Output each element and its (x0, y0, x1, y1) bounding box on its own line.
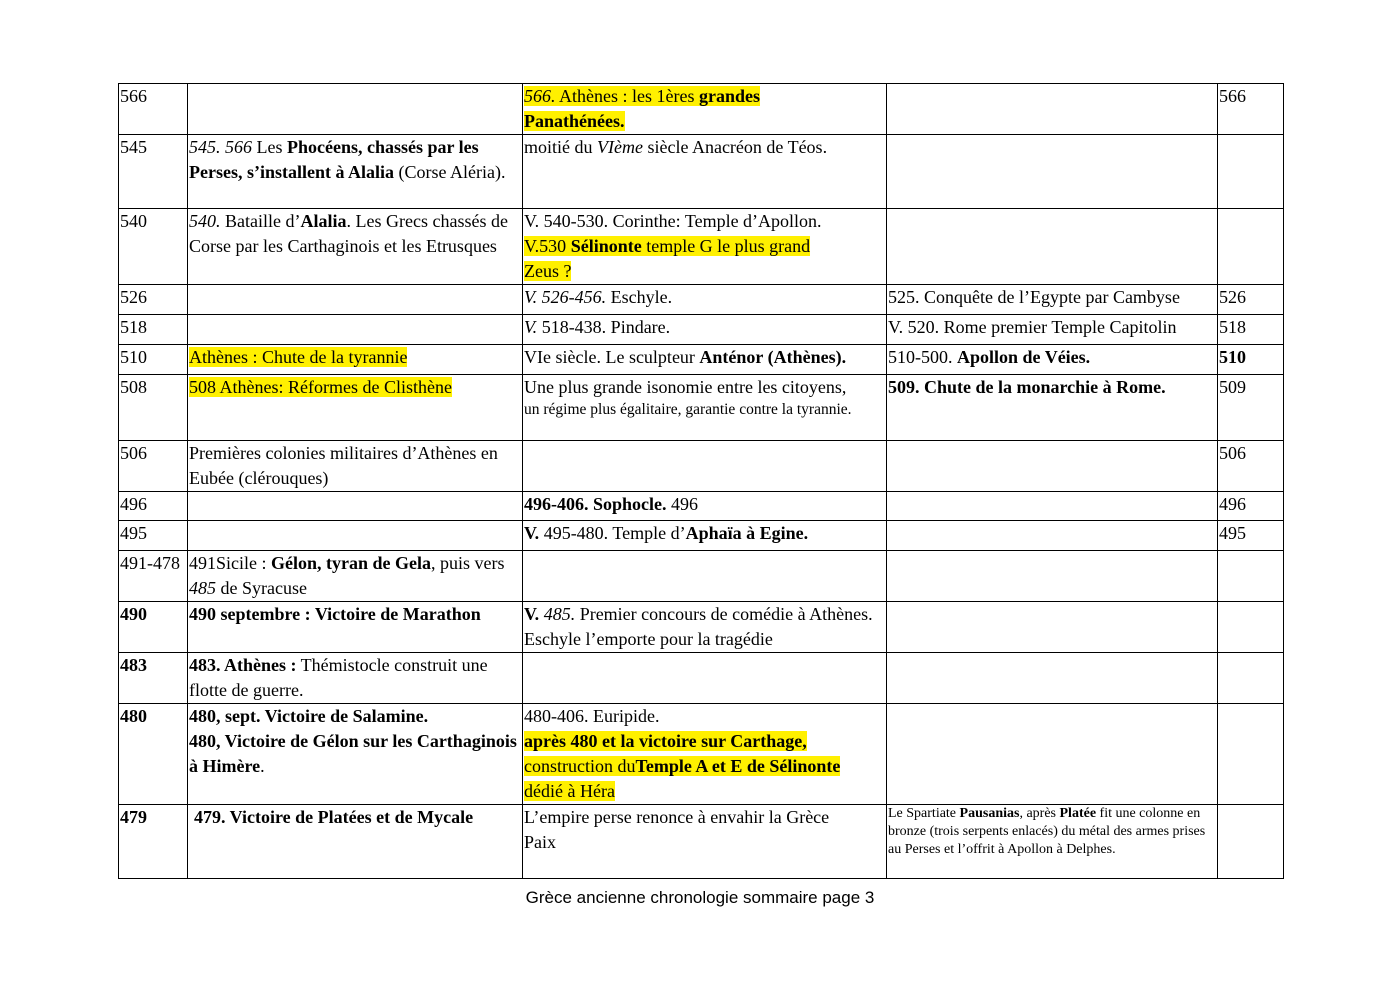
world-cell (887, 551, 1218, 602)
page-footer: Grèce ancienne chronologie sommaire page 3 (525, 888, 875, 907)
table-row (119, 551, 1284, 602)
date-cell (119, 602, 188, 653)
events-cell (188, 521, 523, 551)
cell-text: Thémistocle construit une flotte de guerre. (189, 655, 488, 700)
date-right-cell (1218, 345, 1284, 375)
culture-cell (523, 602, 887, 653)
world-cell (887, 375, 1218, 441)
table-row (119, 492, 1284, 521)
date-cell (119, 84, 188, 135)
culture-cell (523, 441, 887, 492)
date-right-cell (1218, 375, 1284, 441)
cell-text: Pausanias (959, 806, 1020, 821)
events-cell (188, 345, 523, 375)
date-cell (119, 551, 188, 602)
events-cell (188, 805, 523, 879)
cell-text: . Les Grecs chassés de Corse par les Carthaginois et les Etrusques (189, 211, 508, 256)
cell-text: Une plus grande isonomie entre les citoyens, (524, 377, 847, 397)
culture-cell (523, 492, 887, 521)
date-right-cell (1218, 704, 1284, 805)
cell-text: V. (524, 317, 538, 337)
cell-text: V. 520. Rome premier Temple Capitolin (888, 317, 1177, 337)
date-right-cell (1218, 209, 1284, 285)
events-cell (188, 315, 523, 345)
cell-text: 479. Victoire de Platées et de Mycale (194, 807, 474, 827)
table-row (119, 805, 1284, 879)
cell-text: 545. 566 (189, 137, 252, 157)
cell-text: 510 (1219, 347, 1246, 367)
date-cell (119, 209, 188, 285)
cell-text: Anténor (Athènes). (699, 347, 847, 367)
culture-cell (523, 551, 887, 602)
culture-cell (523, 805, 887, 879)
world-cell (887, 209, 1218, 285)
culture-cell (523, 521, 887, 551)
cell-text: Alalia (300, 211, 347, 231)
date-cell (119, 285, 188, 315)
cell-text: Athènes : Chute de la tyrannie (189, 347, 408, 367)
table-row (119, 375, 1284, 441)
events-cell (188, 704, 523, 805)
culture-cell (523, 375, 887, 441)
cell-text: Premier concours de comédie à Athènes. Eschyle l’emporte pour la tragédie (524, 604, 873, 649)
cell-text: 508 (120, 377, 147, 397)
culture-cell (523, 345, 887, 375)
events-cell (188, 551, 523, 602)
table-row (119, 345, 1284, 375)
table-row (119, 285, 1284, 315)
date-right-cell (1218, 521, 1284, 551)
cell-text: temple G le plus grand (641, 236, 811, 256)
cell-text: 508 Athènes: Réformes de Clisthène (189, 377, 452, 397)
cell-text: 566 (120, 86, 147, 106)
cell-text: 480-406. Euripide. (524, 706, 660, 726)
date-cell (119, 805, 188, 879)
cell-text: 526 (1219, 287, 1246, 307)
date-cell (119, 653, 188, 704)
cell-text: 509 (1219, 377, 1246, 397)
date-right-cell (1218, 315, 1284, 345)
date-right-cell (1218, 602, 1284, 653)
events-cell (188, 441, 523, 492)
cell-text: 509. Chute de la monarchie à Rome. (888, 377, 1166, 397)
events-cell (188, 285, 523, 315)
date-right-cell (1218, 551, 1284, 602)
table-row (119, 521, 1284, 551)
cell-text: 479 (120, 807, 147, 827)
cell-text: Les (252, 137, 287, 157)
world-cell (887, 805, 1218, 879)
cell-text: 510 (120, 347, 147, 367)
cell-text: 495 (120, 523, 147, 543)
cell-text: 485. (543, 604, 576, 624)
cell-text: Apollon de Véies. (957, 347, 1091, 367)
cell-text: Platée (1059, 806, 1097, 821)
cell-text: V. 526-456. (524, 287, 607, 307)
cell-text: 506 (120, 443, 147, 463)
cell-text: 496 (120, 494, 147, 514)
cell-text: VIe siècle. Le sculpteur (524, 347, 700, 367)
date-right-cell (1218, 84, 1284, 135)
date-cell (119, 441, 188, 492)
cell-text: un régime plus égalitaire, garantie contre la tyrannie. (524, 401, 852, 418)
world-cell (887, 602, 1218, 653)
table-row (119, 441, 1284, 492)
cell-text: 510-500. (888, 347, 957, 367)
cell-text: , puis vers (431, 553, 505, 573)
world-cell (887, 285, 1218, 315)
cell-text: 496 (1219, 494, 1246, 514)
cell-text: Paix (524, 832, 557, 852)
table-row (119, 653, 1284, 704)
events-cell (188, 492, 523, 521)
cell-text: (Corse Aléria). (394, 162, 506, 182)
culture-cell (523, 704, 887, 805)
date-right-cell (1218, 285, 1284, 315)
cell-text: 518-438. Pindare. (537, 317, 671, 337)
date-right-cell (1218, 441, 1284, 492)
cell-text: V.530 (524, 236, 571, 256)
events-cell (188, 209, 523, 285)
events-cell (188, 602, 523, 653)
world-cell (887, 135, 1218, 209)
date-cell (119, 492, 188, 521)
cell-text: 496 (666, 494, 699, 514)
date-cell (119, 375, 188, 441)
cell-text: Phocéens, chassés par les Perses, s’installent à Alalia (189, 137, 479, 182)
table-row (119, 209, 1284, 285)
cell-text: , après (1019, 806, 1060, 821)
events-cell (188, 135, 523, 209)
cell-text: 496-406. Sophocle. (524, 494, 667, 514)
date-right-cell (1218, 135, 1284, 209)
cell-text: fit une colonne en bronze (trois serpents enlacés) du métal des armes prises au Perses et l’offrit à Apollon à Delphes. (888, 806, 1206, 857)
world-cell (887, 653, 1218, 704)
cell-text: Sélinonte (570, 236, 642, 256)
cell-text: moitié du (524, 137, 597, 157)
cell-text: 480, Victoire de Gélon sur les Carthaginois à Himère (189, 731, 517, 776)
cell-text: 540 (120, 211, 147, 231)
cell-text: 566. (524, 86, 556, 106)
world-cell (887, 84, 1218, 135)
cell-text: Athènes : les 1ères (555, 86, 699, 106)
table-row (119, 602, 1284, 653)
world-cell (887, 315, 1218, 345)
table-row (119, 704, 1284, 805)
cell-text: Panathénées. (524, 111, 625, 131)
cell-text: 480 (120, 706, 147, 726)
cell-text: 526 (120, 287, 147, 307)
cell-text: après 480 et la victoire sur Carthage, (524, 731, 807, 751)
cell-text: 518 (1219, 317, 1246, 337)
culture-cell (523, 135, 887, 209)
table-row (119, 135, 1284, 209)
table-row (119, 84, 1284, 135)
cell-text: Gélon, tyran de Gela (271, 553, 431, 573)
cell-text: V. (524, 523, 540, 543)
cell-text: 480, sept. Victoire de Salamine. (189, 706, 429, 726)
cell-text: dédié à Héra (524, 781, 615, 801)
cell-text: siècle Anacréon de Téos. (642, 137, 828, 157)
cell-text: grandes (698, 86, 760, 106)
cell-text: 491Sicile : (189, 553, 271, 573)
cell-text: 485 (189, 578, 216, 598)
cell-text: 490 (120, 604, 147, 624)
events-cell (188, 375, 523, 441)
cell-text: 495-480. Temple d’ (539, 523, 686, 543)
cell-text: . (260, 756, 265, 776)
cell-text: 490 septembre : Victoire de Marathon (189, 604, 481, 624)
cell-text: construction du (524, 756, 636, 776)
cell-text: V. (524, 604, 540, 624)
world-cell (887, 492, 1218, 521)
cell-text: 545 (120, 137, 147, 157)
world-cell (887, 441, 1218, 492)
world-cell (887, 521, 1218, 551)
cell-text: Zeus ? (524, 261, 572, 281)
cell-text: Eschyle. (606, 287, 673, 307)
culture-cell (523, 285, 887, 315)
culture-cell (523, 315, 887, 345)
cell-text: 483 (120, 655, 147, 675)
cell-text: 483. Athènes : (189, 655, 297, 675)
date-cell (119, 521, 188, 551)
table-row (119, 315, 1284, 345)
cell-text: Premières colonies militaires d’Athènes en Eubée (clérouques) (189, 443, 498, 488)
cell-text: L’empire perse renonce à envahir la Grèce (524, 807, 830, 827)
cell-text: 525. Conquête de l’Egypte par Cambyse (888, 287, 1180, 307)
cell-text: VIème (597, 137, 643, 157)
events-cell (188, 653, 523, 704)
cell-text: 566 (1219, 86, 1246, 106)
cell-text: Le Spartiate (888, 806, 960, 821)
chronology-table (118, 83, 1284, 879)
cell-text: 540. (189, 211, 221, 231)
cell-text: 495 (1219, 523, 1246, 543)
date-right-cell (1218, 653, 1284, 704)
date-cell (119, 345, 188, 375)
world-cell (887, 704, 1218, 805)
cell-text: Temple A et E de Sélinonte (635, 756, 841, 776)
world-cell (887, 345, 1218, 375)
cell-text: Aphaïa à Egine. (685, 523, 809, 543)
date-cell (119, 135, 188, 209)
culture-cell (523, 209, 887, 285)
date-right-cell (1218, 492, 1284, 521)
culture-cell (523, 653, 887, 704)
cell-text: Bataille d’ (220, 211, 301, 231)
events-cell (188, 84, 523, 135)
cell-text: V. 540-530. Corinthe: Temple d’Apollon. (524, 211, 822, 231)
cell-text: 491-478 (120, 553, 180, 573)
cell-text: 506 (1219, 443, 1246, 463)
date-cell (119, 315, 188, 345)
date-cell (119, 704, 188, 805)
cell-text: de Syracuse (216, 578, 307, 598)
date-right-cell (1218, 805, 1284, 879)
culture-cell (523, 84, 887, 135)
cell-text: 518 (120, 317, 147, 337)
